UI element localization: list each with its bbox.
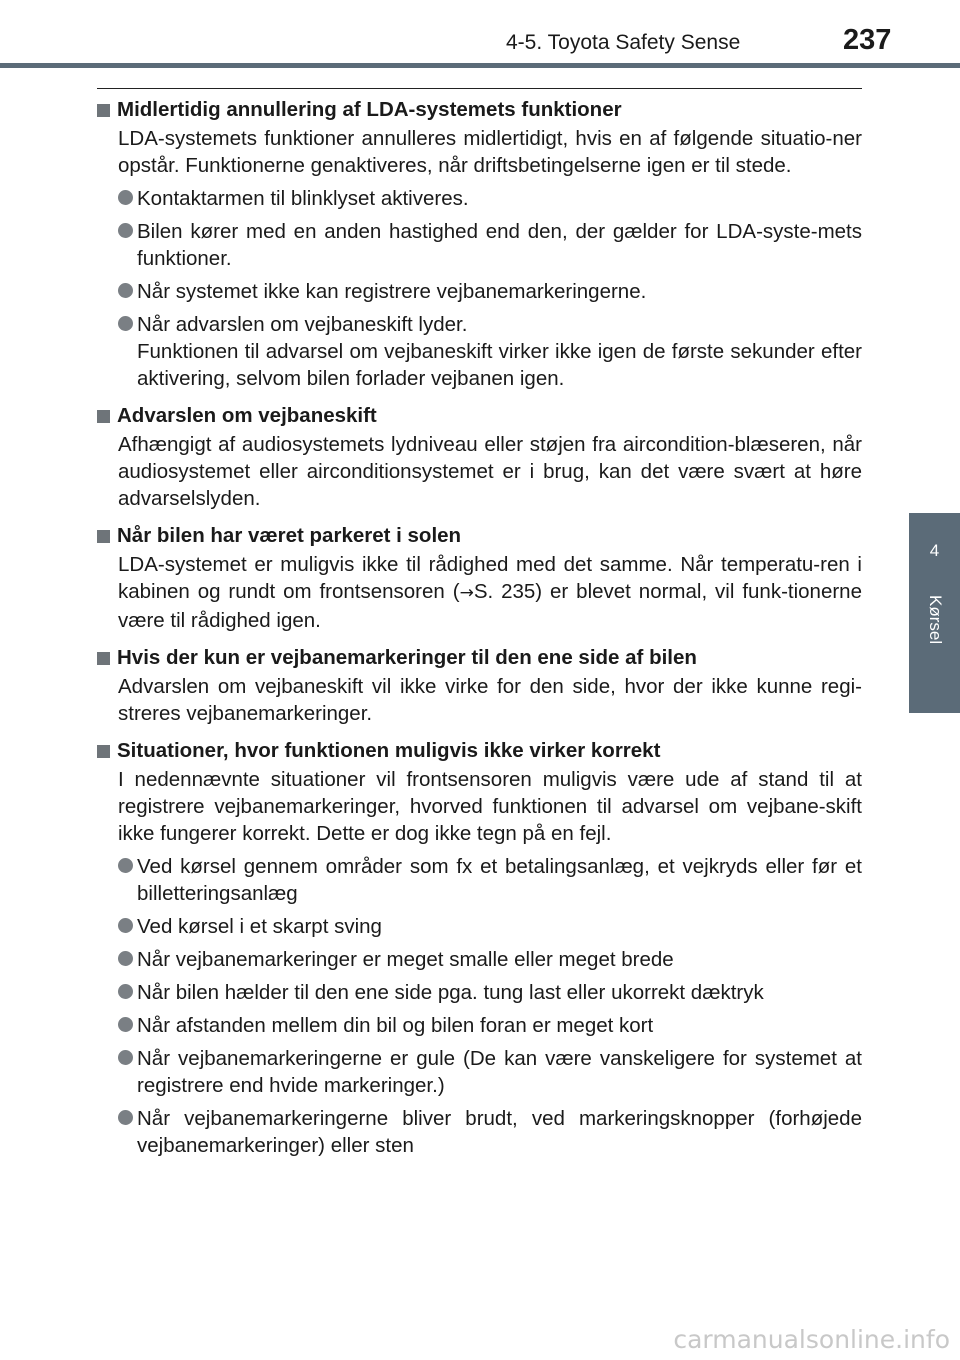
list-item: Ved kørsel i et skarpt sving [118, 913, 862, 940]
section-one-side-markings [97, 644, 862, 727]
list-item: Ved kørsel gennem områder som fx et betalingsanlæg, et vejkryds eller før et billetteringsanlæg [118, 853, 862, 907]
square-bullet-icon [97, 104, 110, 117]
section-may-not-work [97, 737, 862, 1159]
circle-bullet-icon [118, 918, 133, 933]
section-heading: Situationer, hvor funktionen muligvis ikke virker korrekt [117, 739, 661, 762]
chapter-tab[interactable] [909, 513, 960, 713]
circle-bullet-icon [118, 190, 133, 205]
section-heading: Midlertidig annullering af LDA-systemets funktioner [117, 98, 622, 121]
page-content [97, 96, 862, 1169]
paragraph: I nedennævnte situationer vil frontsensoren muligvis være ude af stand til at registrere vejbanemarkeringer, hvorved funktionen til advarsel om vejbane-skift ikke fungerer korrekt. Dette er dog ikke tegn på en fejl. [118, 768, 862, 845]
page-number: 237 [843, 24, 892, 56]
circle-bullet-icon [118, 283, 133, 298]
section-parked-in-sun [97, 522, 862, 634]
list-item: Når vejbanemarkeringer er meget smalle eller meget brede [118, 946, 862, 973]
list-item: Bilen kører med en anden hastighed end den, der gælder for LDA-syste-mets funktioner. [118, 218, 862, 272]
arrow-right-icon: → [459, 583, 474, 603]
list-item: Når vejbanemarkeringerne bliver brudt, ved markeringsknopper (forhøjede vejbanemarkeringer) eller sten [118, 1105, 862, 1159]
section-heading: Advarslen om vejbaneskift [117, 404, 377, 427]
square-bullet-icon [97, 745, 110, 758]
section-heading: Hvis der kun er vejbanemarkeringer til den ene side af bilen [117, 646, 697, 669]
section-heading: Når bilen har været parkeret i solen [117, 524, 462, 547]
circle-bullet-icon [118, 1017, 133, 1032]
circle-bullet-icon [118, 858, 133, 873]
divider [97, 88, 862, 89]
chapter-number: 4 [929, 541, 940, 560]
section-lane-warning [97, 402, 862, 512]
square-bullet-icon [97, 652, 110, 665]
paragraph: Afhængigt af audiosystemets lydniveau eller støjen fra aircondition-blæseren, når audiosystemet eller airconditionsystemet er i brug, kan det være svært at høre advarselslyden. [118, 433, 862, 510]
watermark[interactable]: carmanualsonline.info [673, 1325, 950, 1354]
circle-bullet-icon [118, 223, 133, 238]
circle-bullet-icon [118, 316, 133, 331]
section-title: 4-5. Toyota Safety Sense [506, 31, 741, 54]
list-item: Kontaktarmen til blinklyset aktiveres. [118, 185, 862, 212]
circle-bullet-icon [118, 1050, 133, 1065]
list-item: Når systemet ikke kan registrere vejbanemarkeringerne. [118, 278, 862, 305]
list-item: Når bilen hælder til den ene side pga. tung last eller ukorrekt dæktryk [118, 979, 862, 1006]
circle-bullet-icon [118, 1110, 133, 1125]
list-item: Når advarslen om vejbaneskift lyder. Funktionen til advarsel om vejbaneskift virker ikke igen de første sekunder efter aktivering, selvom bilen forlader vejbanen igen. [118, 311, 862, 392]
paragraph: LDA-systemet er muligvis ikke til rådighed med det samme. Når temperatu-ren i kabinen og rundt om frontsensoren (→S. 235) er blevet normal, vil funk-tionerne være til rådighed igen. [118, 553, 862, 632]
square-bullet-icon [97, 530, 110, 543]
list-item: Når afstanden mellem din bil og bilen foran er meget kort [118, 1012, 862, 1039]
circle-bullet-icon [118, 951, 133, 966]
square-bullet-icon [97, 410, 110, 423]
header-rule [0, 63, 960, 68]
paragraph: Advarslen om vejbaneskift vil ikke virke for den side, hvor der ikke kunne regi-streres vejbanemarkeringer. [118, 675, 862, 725]
section-temporary-cancel [97, 96, 862, 392]
chapter-label: Kørsel [926, 595, 945, 645]
list-item: Når vejbanemarkeringerne er gule (De kan være vanskeligere for systemet at registrere end hvide markeringer.) [118, 1045, 862, 1099]
circle-bullet-icon [118, 984, 133, 999]
paragraph: LDA-systemets funktioner annulleres midlertidigt, hvis en af følgende situatio-ner opstår. Funktionerne genaktiveres, når driftsbetingelserne igen er til stede. [118, 127, 862, 177]
